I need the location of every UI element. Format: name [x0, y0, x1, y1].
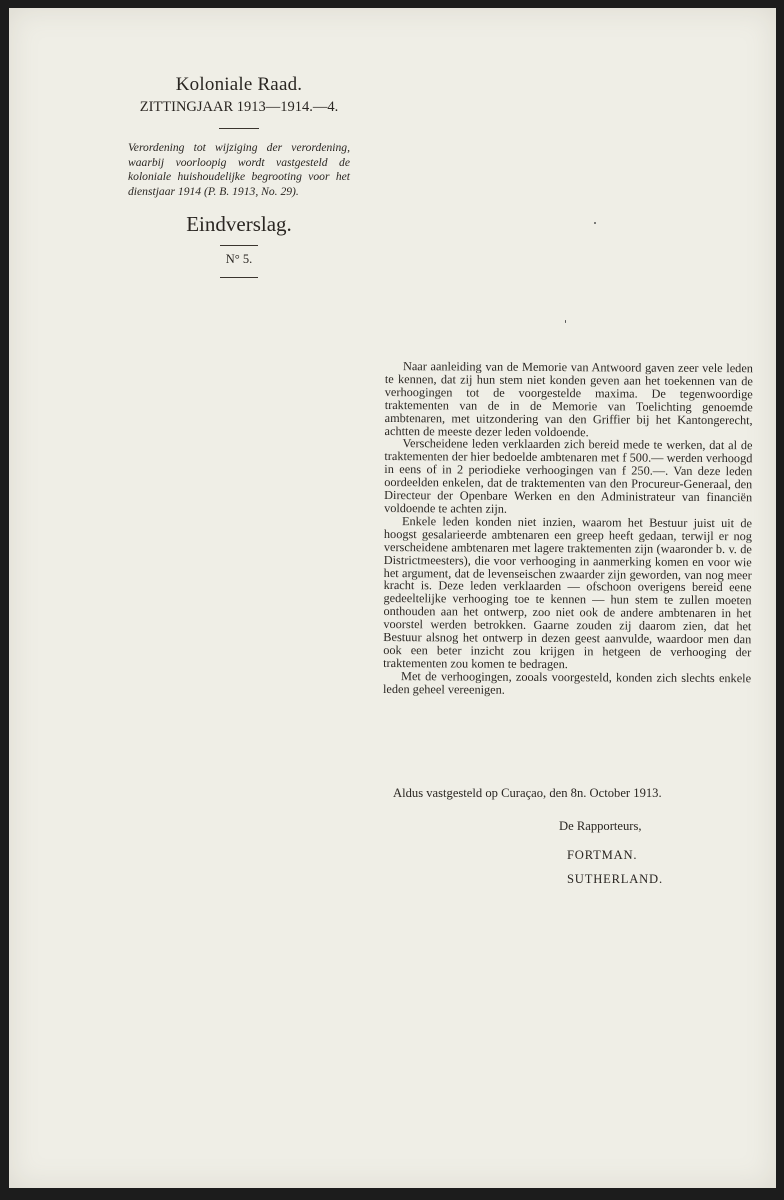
- paper-speck: [594, 222, 596, 224]
- divider: [219, 128, 259, 129]
- rapporteurs-label: De Rapporteurs,: [559, 819, 642, 833]
- subject-description: Verordening tot wijziging der verordening, waarbij voorloopig wordt vastgesteld de koloniale huishoudelijke begrooting voor het dienstjaar 1914 (P. B. 1913, No. 29).: [128, 141, 350, 198]
- signoff-block: [393, 786, 753, 887]
- body-paragraph: Verscheidene leden verklaarden zich bereid mede te werken, dat al de traktementen der hier bedoelde ambtenaren met f 500.— werden verhoogd in eens of in 2 periodieke verhoogingen van f 250.—. Van deze leden oordeelden enkelen, dat de traktementen van den Procureur-Generaal, den Directeur der Openbare Werken en den Administrateur van financiën voldoende te achten zijn.: [384, 436, 753, 516]
- document-number: N° 5.: [225, 252, 253, 266]
- header-block: [119, 74, 359, 278]
- rapporteur-name: FORTMAN.: [567, 848, 638, 862]
- body-paragraph: Enkele leden konden niet inzien, waarom het Bestuur juist uit de hoogst gesalarieerde ambtenaren een greep heeft gedaan, terwijl er nog verscheidene ambtenaren met lagere traktementen zijn (waaronder b. v. de Districtmeesters), die voor verhooging in aanmerking komen en voor wie het argument, dat de levenseischen zwaarder zijn geworden, van nog meer kracht is. Deze leden verklaarden — ofschoon overigens bereid eene gedeeltelijke verhooging toe te kennen — hun stem te zullen moeten onthouden aan het ontwerp, zoo niet ook de andere ambtenaren in het voorstel werden betrokken. Gaarne zouden zij daarom zien, dat het Bestuur alsnog het ontwerp in dezen geest aanvulde, waardoor men dan ook een beter inzicht zou krijgen in hetgeen de verhooging der traktementen zou komen te bedragen.: [383, 513, 753, 671]
- document-page: [9, 8, 776, 1188]
- body-paragraph: Met de verhoogingen, zooals voorgesteld, konden zich slechts enkele leden geheel vereenigen.: [382, 668, 752, 697]
- divider: [220, 245, 258, 246]
- paper-speck: [565, 320, 566, 323]
- council-title: Koloniale Raad.: [175, 74, 303, 95]
- session-year: ZITTINGJAAR 1913—1914.—4.: [139, 99, 339, 115]
- rapporteur-name: SUTHERLAND.: [567, 872, 663, 886]
- document-title: Eindverslag.: [186, 212, 292, 236]
- divider: [220, 277, 258, 278]
- place-date: Aldus vastgesteld op Curaçao, den 8n. October 1913.: [393, 786, 662, 800]
- body-paragraph: Naar aanleiding van de Memorie van Antwoord gaven zeer vele leden te kennen, dat zij hun stem niet konden geven aan het toekennen van de verhoogingen tot de voorgestelde maxima. De tegenwoordige traktementen van de in de Memorie van Toelichting genoemde ambtenaren, met uitzondering van den Griffier bij het Kantongerecht, achtten de meeste dezer leden voldoende.: [384, 359, 753, 439]
- report-body: [383, 360, 753, 698]
